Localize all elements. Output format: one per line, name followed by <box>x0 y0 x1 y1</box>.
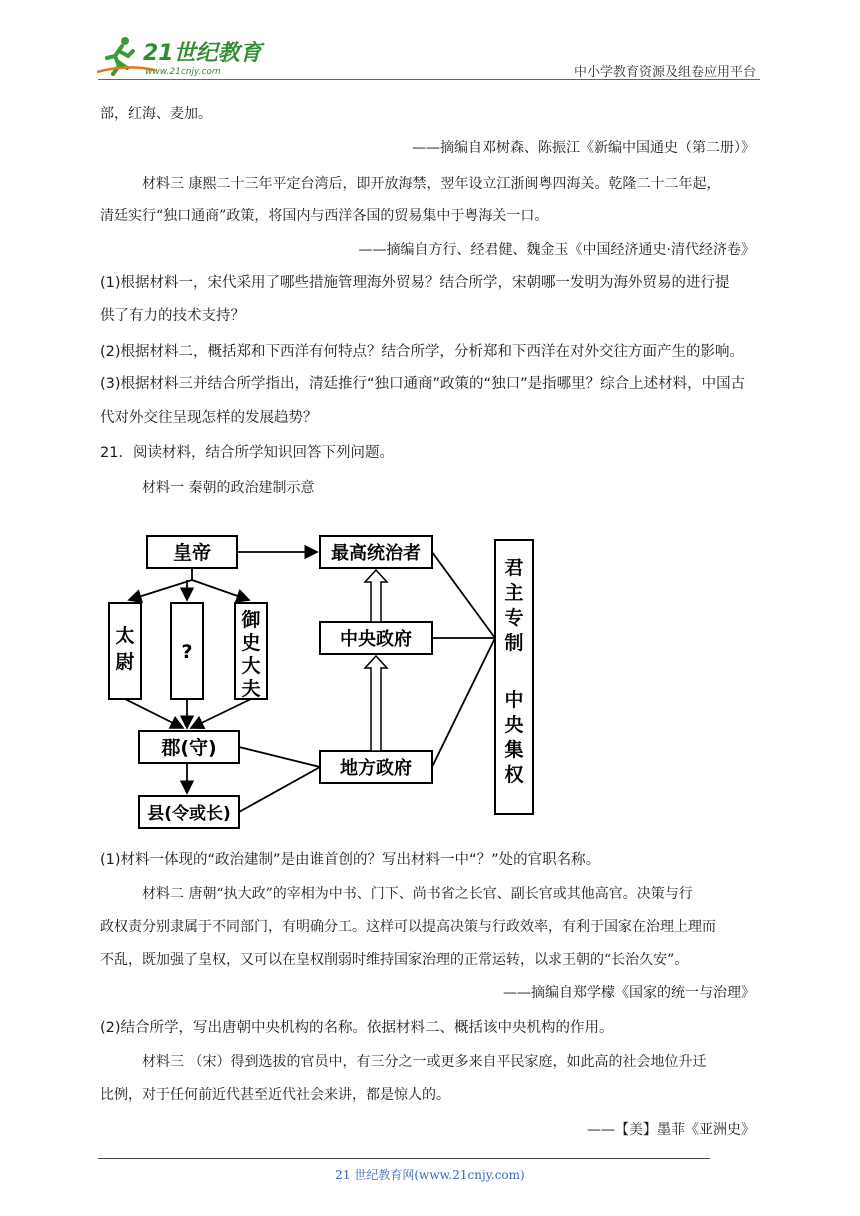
question-3-line-2: 代对外交往呈现怎样的发展趋势？ <box>100 410 318 426</box>
taiwei-char: 太 <box>115 625 135 647</box>
material-2-line-2: 政权责分别隶属于不同部门，有明确分工。这样可以提高决策与行政效率，有利于国家在治理上理而 <box>100 919 716 935</box>
system-char: 权 <box>504 764 524 786</box>
system-char: 中 <box>504 689 524 711</box>
taiwei-char: 尉 <box>115 651 135 673</box>
source-citation: ——摘编自邓树森、陈振江《新编中国通史（第二册）》 <box>412 140 755 156</box>
source-citation: ——摘编自方行、经君健、魏金玉《中国经济通史·清代经济卷》 <box>358 242 755 258</box>
qin-political-system-diagram <box>95 528 545 838</box>
central-gov-label: 中央政府 <box>340 629 412 650</box>
yushi-char: 御 <box>241 609 261 631</box>
diagram-question-1: (1)材料一体现的“政治建制”是由谁首创的？写出材料一中“？”处的官职名称。 <box>100 852 601 868</box>
unknown-post-label: ? <box>181 641 193 663</box>
question-21-title: 21．阅读材料，结合所学知识回答下列问题。 <box>100 445 394 461</box>
system-char: 专 <box>504 607 524 629</box>
material-3b-line-2: 比例，对于任何前近代甚至近代社会来讲，都是惊人的。 <box>100 1087 450 1103</box>
question-1-line-1: (1)根据材料一，宋代采用了哪些措施管理海外贸易？结合所学，宋朝哪一发明为海外贸易的进行提 <box>100 275 730 291</box>
system-char: 制 <box>504 632 524 654</box>
material-3b-line-1: 材料三 （宋）得到选拔的官员中，有三分之一或更多来自平民家庭，如此高的社会地位升迁 <box>142 1054 707 1070</box>
material-3-line-1: 材料三 康熙二十三年平定台湾后，即开放海禁，翌年设立江浙闽粤四海关。乾隆二十二年起， <box>142 176 721 192</box>
system-char: 主 <box>504 582 524 604</box>
local-gov-label: 地方政府 <box>340 758 412 779</box>
footer-text: 21 世纪教育网(www.21cnjy.com) <box>335 1168 525 1182</box>
yushi-char: 大 <box>241 655 261 677</box>
yushi-char: 史 <box>241 632 261 654</box>
xian-label: 县(令或长) <box>147 804 231 824</box>
emperor-label: 皇帝 <box>172 542 212 564</box>
platform-name: 中小学教育资源及组卷应用平台 <box>573 65 756 80</box>
system-char: 君 <box>504 557 524 579</box>
system-char: 央 <box>504 714 524 736</box>
material-1-title: 材料一 秦朝的政治建制示意 <box>142 480 315 496</box>
material-3-line-2: 清廷实行“独口通商”政策，将国内与西洋各国的贸易集中于粤海关一口。 <box>100 208 549 224</box>
material-2-line-1: 材料二 唐朝“执大政”的宰相为中书、门下、尚书省之长官、副长官或其他高官。决策与行 <box>142 886 693 902</box>
logo-text: 21世纪教育 <box>143 41 262 66</box>
jun-label: 郡(守) <box>161 737 217 759</box>
supreme-ruler-label: 最高统治者 <box>331 543 421 564</box>
source-citation: ——摘编自郑学檬《国家的统一与治理》 <box>503 985 755 1001</box>
question-2: (2)根据材料二，概括郑和下西洋有何特点？结合所学，分析郑和下西洋在对外交往方面产生的影响。 <box>100 344 745 360</box>
yushi-char: 夫 <box>241 678 261 700</box>
text-line: 部，红海、麦加。 <box>100 106 212 122</box>
logo-url: www.21cnjy.com <box>145 67 221 77</box>
source-citation: ——【美】墨菲《亚洲史》 <box>587 1122 755 1138</box>
question-3-line-1: (3)根据材料三并结合所学指出，清廷推行“独口通商”政策的“独口”是指哪里？综合上述材料，中国古 <box>100 376 746 392</box>
site-logo <box>95 34 265 78</box>
footer-divider <box>98 1158 710 1159</box>
diagram-question-2: (2)结合所学，写出唐朝中央机构的名称。依据材料二、概括该中央机构的作用。 <box>100 1020 614 1036</box>
system-char: 集 <box>504 739 524 761</box>
material-2-line-3: 不乱，既加强了皇权，又可以在皇权削弱时维持国家治理的正常运转，以求王朝的“长治久安”。 <box>100 952 689 968</box>
header-divider <box>98 79 760 80</box>
question-1-line-2: 供了有力的技术支持？ <box>100 308 245 324</box>
